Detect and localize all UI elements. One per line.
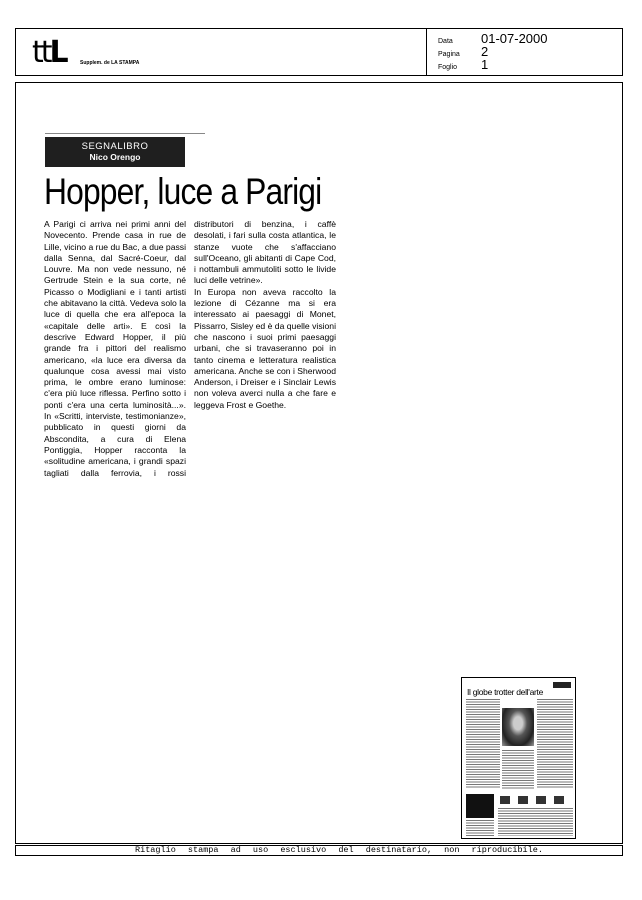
header-divider	[426, 29, 427, 75]
article-body	[44, 219, 336, 489]
rubric-rule	[45, 133, 205, 134]
article-headline: Hopper, luce a Parigi	[44, 171, 322, 212]
meta-info	[438, 32, 548, 71]
thumbnail-column	[498, 808, 573, 836]
thumbnail-column	[466, 699, 500, 789]
supplement-label: Supplem. de LA STAMPA	[80, 60, 140, 66]
thumbnail-image	[536, 796, 546, 804]
thumbnail-dark-block	[466, 794, 494, 818]
footer-notice-box	[15, 845, 623, 856]
thumbnail-image	[500, 796, 510, 804]
logo-part-tt: tt	[32, 35, 50, 70]
thumbnail-image	[518, 796, 528, 804]
page-label: Pagina	[438, 51, 460, 58]
thumbnail-image	[554, 796, 564, 804]
thumbnail-column	[466, 820, 494, 836]
thumbnail-column	[502, 750, 534, 790]
author-name: Nico Orengo	[89, 152, 141, 162]
article-paragraph: A Parigi ci arriva nei primi anni del Novecento. Prende casa in rue de Lille, vicino a rue du Bac, a due passi dalla Senna, dal Sacré-Coeur, dal Louvre. Ma non vede nessuno, né Gertrude Stein e la sua corte, né Picasso o Modigliani e i tanti artisti che abitavano la città. Vedeva solo la luce di quella che era all'epoca la «capitale delle arti». E così la descrive Edward Hopper, il più grande fra i pittori del realismo americano, «la luce era diversa da qualunque cosa avessi mai visto prima, le ombre erano luminose: c'era più luce riflessa. Perfino sotto i ponti c'era una certa luminosità...». In «Scritti, interviste, testimonianze», pubblicato in questi giorni da Abscondita, a cura di Elena Pontiggia, Hopper racconta la «solitudine americana, i grandi spazi tagliati dalla ferrovia, i rossi distributori di benzina, i caffè desolati, i fari sulla costa atlantica, le stanze vuote che s'affacciano sull'Oceano, gli abitanti di Cape Cod, i nottambuli ammutoliti sotto le livide luci delle vetrine».	[44, 219, 336, 478]
page-thumbnail	[461, 677, 576, 839]
page-value: 2	[481, 44, 489, 59]
rubric-box	[45, 137, 185, 167]
meta-row-page	[438, 45, 548, 58]
meta-row-date	[438, 32, 548, 45]
thumbnail-title: Il globe trotter dell'arte	[467, 687, 544, 697]
sheet-label: Foglio	[438, 64, 458, 71]
sheet-value: 1	[481, 57, 489, 72]
article-paragraph: In Europa non aveva raccolto la lezione di Cézanne ma si era interessato ai paesaggi di Monet, Pissarro, Sisley ed è da quelle visioni che nascono i suoi primi paesaggi urbani, che si travaseranno poi in tanto cinema e letteratura realistica americana. Anche se con i Sherwood Anderson, i Dreiser e i Sinclair Lewis non voleva averci nulla a che fare e leggeva Frost e Goethe.	[194, 286, 336, 410]
ttl-logo	[32, 34, 66, 72]
footer-notice: Ritaglio stampa ad uso esclusivo del destinatario, non riproducibile.	[135, 845, 543, 855]
thumbnail-portrait	[502, 708, 534, 746]
thumbnail-column	[537, 699, 573, 789]
date-value: 01-07-2000	[481, 31, 548, 46]
meta-row-sheet	[438, 58, 548, 71]
logo-part-l: L	[49, 35, 66, 70]
header-box	[15, 28, 623, 76]
thumbnail-tag	[553, 682, 571, 688]
date-label: Data	[438, 38, 453, 45]
section-title: SEGNALIBRO	[81, 141, 149, 152]
